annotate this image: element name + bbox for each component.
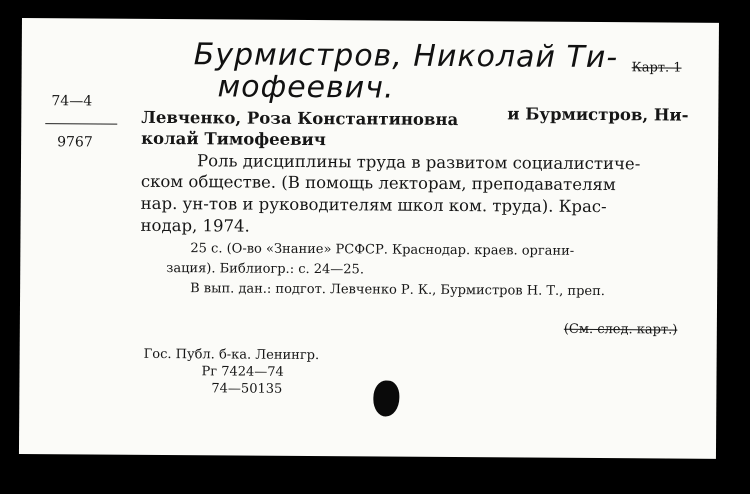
title-line-4: нодар, 1974. [140, 215, 250, 236]
ink-blot [373, 380, 399, 416]
collation-line-2: зация). Библиогр.: с. 24—25. [166, 261, 365, 278]
collation-line-1: 25 с. (О-во «Знание» РСФСР. Краснодар. краев. органи- [190, 241, 575, 259]
collation-line-3: В вып. дан.: подгот. Левченко Р. К., Бурмистров Н. Т., преп. [190, 281, 605, 300]
title-line-3: нар. ун-тов и руководителям школ ком. труда). Крас- [140, 193, 607, 217]
handwritten-line-2: мофеевич. [217, 69, 395, 106]
title-line-1: Роль дисциплины труда в развитом социалистиче- [196, 151, 641, 174]
shelfmark-bottom: 9767 [57, 134, 93, 151]
card-number: Карт. 1 [631, 60, 682, 76]
continued-note: (См. след. карт.) [563, 321, 678, 338]
shelfmark-rule [45, 123, 117, 125]
handwritten-line-1: Бурмистров, Николай Ти- [193, 37, 619, 76]
library-name: Гос. Публ. б-ка. Ленингр. [143, 346, 320, 364]
library-code-2: 74—50135 [211, 381, 283, 397]
author-part-2: и Бурмистров, Ни- [507, 104, 689, 125]
author-part-3: колай Тимофеевич [141, 128, 326, 150]
author-part-1: Левченко, Роза Константиновна [141, 107, 459, 130]
catalog-card [19, 18, 719, 459]
title-line-2: ском обществе. (В помощь лекторам, преподавателям [140, 171, 616, 195]
library-code-1: Рг 7424—74 [201, 364, 284, 380]
shelfmark-top: 74—4 [51, 93, 93, 110]
